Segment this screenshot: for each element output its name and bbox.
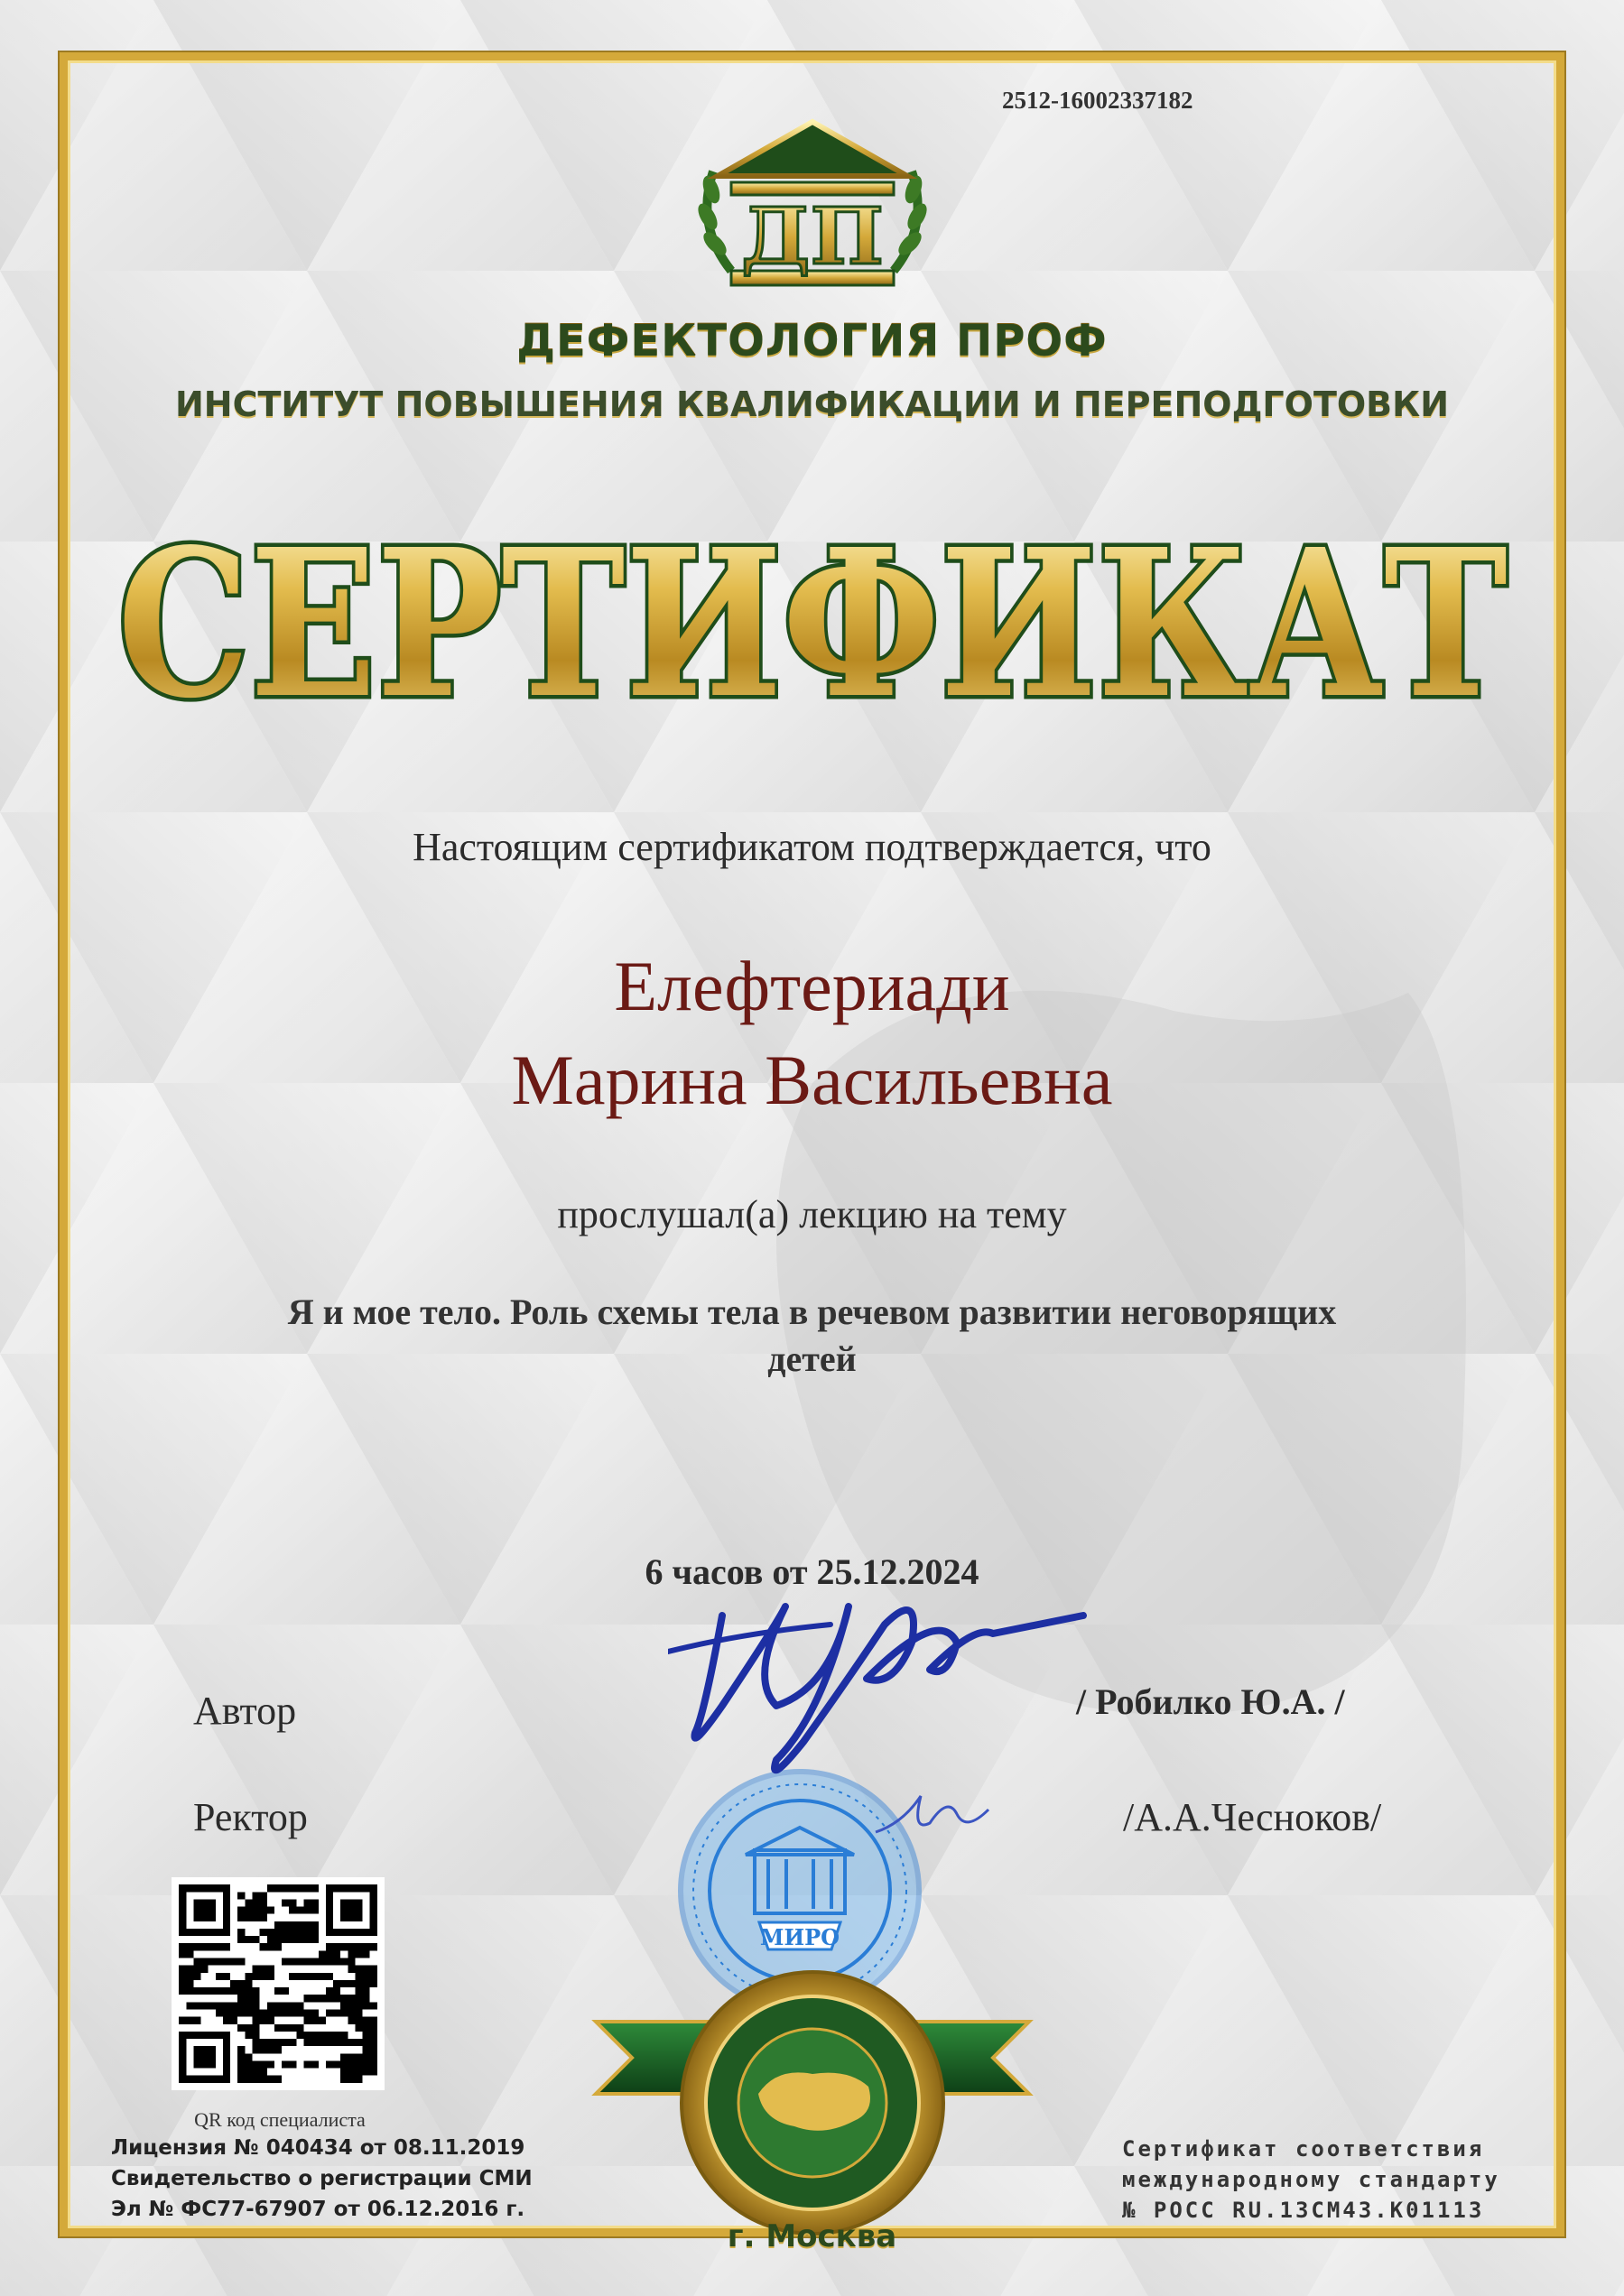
confirmation-text: Настоящим сертификатом подтверждается, что [413, 825, 1211, 869]
author-label: Автор [193, 1689, 297, 1733]
logo-letters: ДП [741, 191, 884, 282]
serial-number: 2512-16002337182 [1002, 87, 1193, 114]
author-signature [668, 1570, 1092, 1796]
specialist-qr-code[interactable] [172, 1877, 385, 2090]
recipient-surname: Елефтериади [614, 947, 1010, 1025]
organization-name: ДЕФЕКТОЛОГИЯ ПРОФ [516, 316, 1108, 366]
qr-caption: QR код специалиста [194, 2108, 366, 2131]
media-registration-number: Эл № ФС77-67907 от 06.12.2016 г. [111, 2198, 525, 2221]
lecture-topic: Я и мое тело. Роль схемы тела в речевом развитии неговорящих детей [287, 1292, 1337, 1379]
conformity-line-2: международному стандарту [1122, 2167, 1500, 2192]
action-text: прослушал(а) лекцию на тему [557, 1192, 1067, 1236]
title-text: СЕРТИФИКАТ [117, 514, 1508, 731]
organization-subtitle: ИНСТИТУТ ПОВЫШЕНИЯ КВАЛИФИКАЦИИ И ПЕРЕПОДГОТОВКИ [175, 384, 1449, 424]
rector-label: Ректор [193, 1795, 308, 1839]
institute-logo [677, 117, 948, 298]
license-line: Лицензия № 040434 от 08.11.2019 [111, 2136, 525, 2160]
rector-signature [867, 1778, 993, 1850]
hours-date-line: 6 часов от 25.12.2024 [645, 1551, 979, 1592]
conformity-block [1122, 2134, 1500, 2226]
rector-name: /А.А.Чесноков/ [1123, 1795, 1382, 1839]
stamp-text: МИРО [759, 1924, 840, 1950]
author-name: / Робилко Ю.А. / [1076, 1681, 1345, 1722]
certificate-title [90, 514, 1535, 731]
recipient-given-names: Марина Васильевна [511, 1041, 1113, 1119]
city-label: г. Москва [727, 2218, 897, 2254]
conformity-number: № РОСС RU.13СМ43.К01113 [1122, 2198, 1485, 2223]
conformity-line-1: Сертификат соответствия [1122, 2136, 1485, 2162]
media-registration-line: Свидетельство о регистрации СМИ [111, 2167, 533, 2190]
license-block [111, 2133, 533, 2225]
